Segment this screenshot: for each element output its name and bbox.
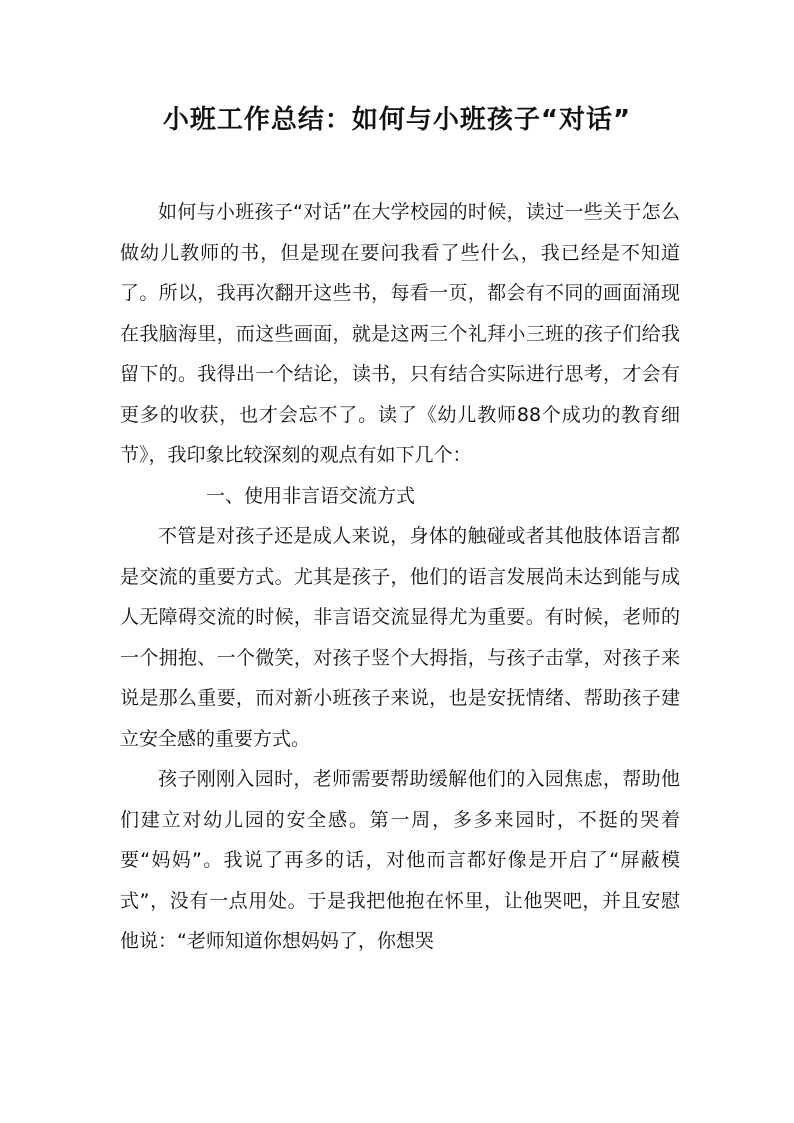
- paragraph-intro: 如何与小班孩子“对话”在大学校园的时候，读过一些关于怎么做幼儿教师的书，但是现在要问我看了些什么，我已经是不知道了。所以，我再次翻开这些书，每看一页，都会有不同的画面涌现在我脑海里，而这些画面，就是这两三个礼拜小三班的孩子们给我留下的。我得出一个结论，读书，只有结合实际进行思考，才会有更多的收获，也才会忘不了。读了《幼儿教师88个成功的教育细节》，我印象比较深刻的观点有如下几个：: [120, 201, 680, 466]
- document-body: [120, 192, 680, 962]
- paragraph-example: 孩子刚刚入园时，老师需要帮助缓解他们的入园焦虑，帮助他们建立对幼儿园的安全感。第一周，多多来园时，不挺的哭着要“妈妈”。我说了再多的话，对他而言都好像是开启了“屏蔽模式”，没有一点用处。于是我把他抱在怀里，让他哭吧，并且安慰他说：“老师知道你想妈妈了，你想哭: [120, 768, 680, 952]
- section-heading: 一、使用非言语交流方式: [206, 484, 416, 507]
- paragraph-nonverbal: 不管是对孩子还是成人来说，身体的触碰或者其他肢体语言都是交流的重要方式。尤其是孩子，他们的语言发展尚未达到能与成人无障碍交流的时候，非言语交流显得尤为重要。有时候，老师的一个拥抱、一个微笑，对孩子竖个大拇指，与孩子击掌，对孩子来说是那么重要，而对新小班孩子来说，也是安抚情绪、帮助孩子建立安全感的重要方式。: [120, 525, 680, 750]
- page-title: 小班工作总结：如何与小班孩子“对话”: [162, 105, 632, 135]
